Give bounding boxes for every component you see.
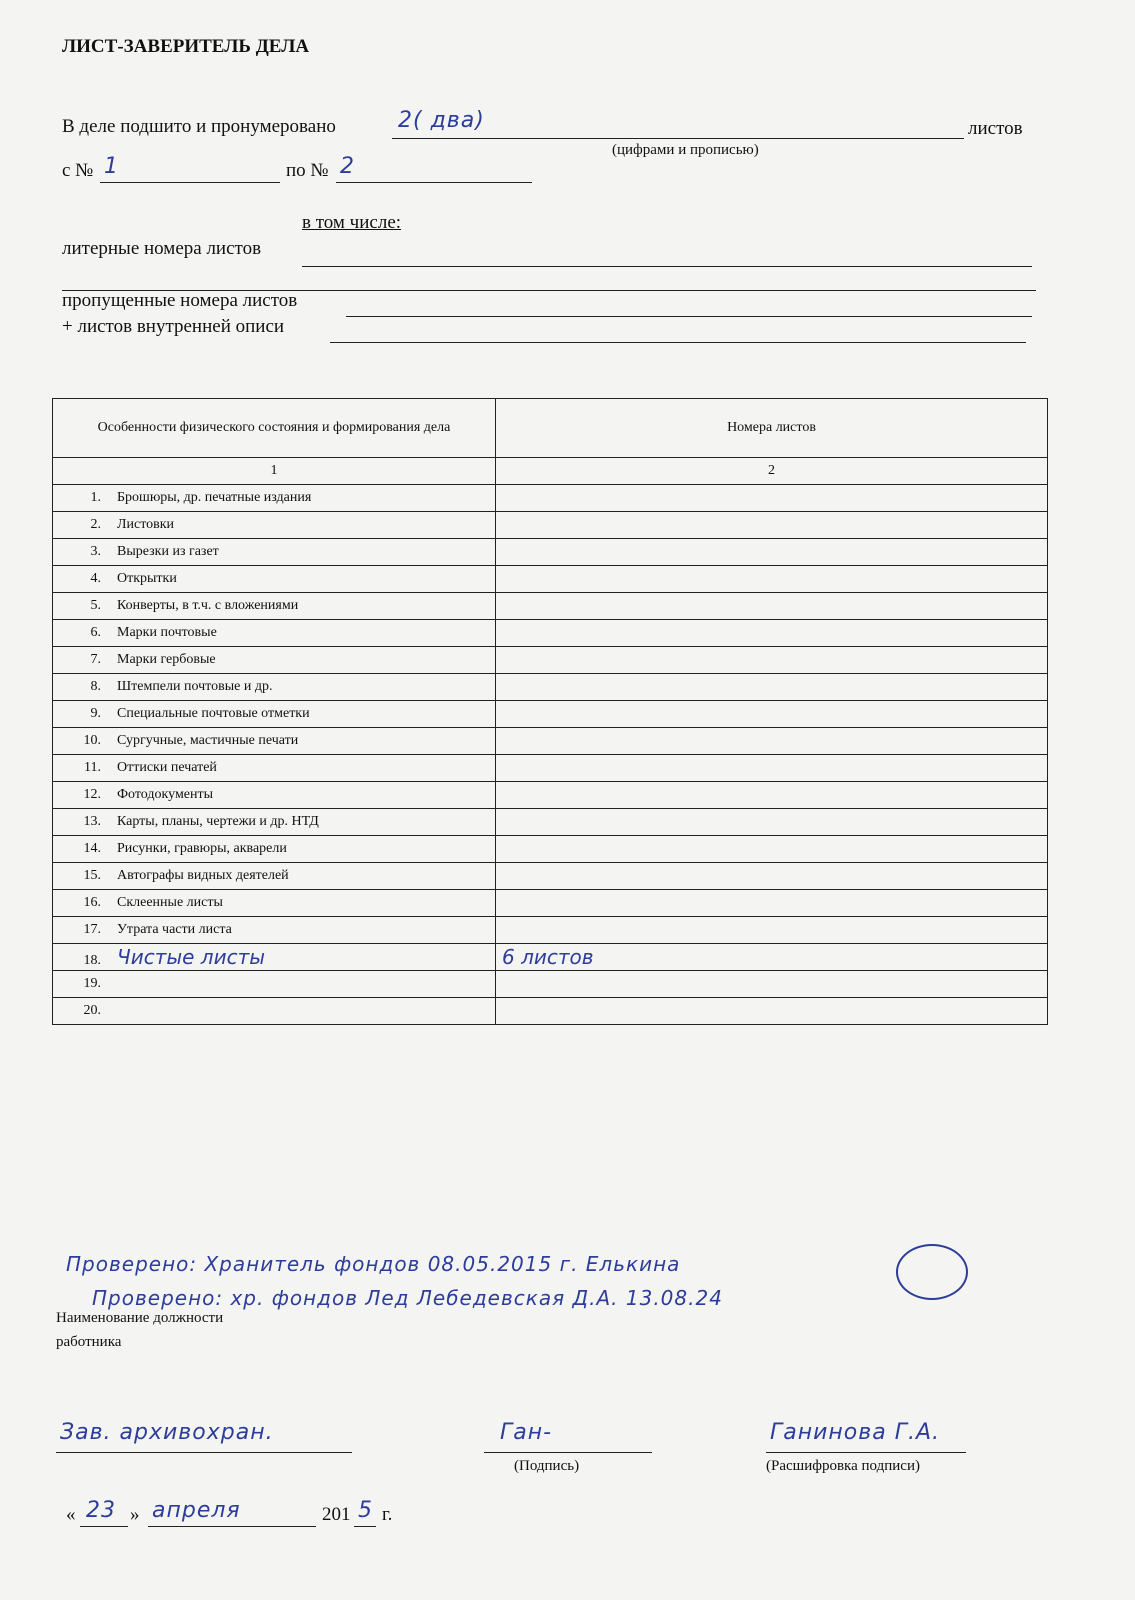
table-row-number: 5. [90,598,101,613]
table-row-value-cell [496,755,1048,782]
table-row [53,647,1048,674]
table-row [53,971,1048,998]
table-row-value-cell [496,647,1048,674]
table-row-label-cell [53,701,496,728]
table-row [53,890,1048,917]
decode-handwritten: Ганинова Г.А. [770,1420,940,1445]
date-open-quote: « [66,1504,76,1525]
table-row-value-cell [496,971,1048,998]
verification-line-2: Проверено: хр. фондов Лед Лебедевская Д.А. 13.08.24 [92,1286,723,1310]
digits-words-caption: (цифрами и прописью) [612,142,759,158]
signature-caption: (Подпись) [514,1458,580,1474]
table-row-label: Вырезки из газет [117,544,219,559]
table-row-label: Склеенные листы [117,895,223,910]
date-month-underline [148,1526,316,1527]
table-row-label-cell [53,620,496,647]
table-row-number: 9. [90,706,101,721]
table-row-label: Автографы видных деятелей [117,868,289,883]
table-row-label: Марки гербовые [117,652,216,667]
table-colnum-1: 1 [53,458,496,485]
table-row [53,863,1048,890]
table-row-value-cell [496,512,1048,539]
table-row-label-cell [53,647,496,674]
table-row-label-cell [53,755,496,782]
table-row-value-cell [496,998,1048,1025]
table-header-row [53,399,1048,458]
table-body [53,485,1048,1025]
table-row-label-cell [53,917,496,944]
table-row-value-cell [496,701,1048,728]
table-row-label-cell [53,890,496,917]
table-row-label-cell [53,836,496,863]
table-row-label-cell [53,863,496,890]
table-row-value-cell [496,809,1048,836]
table-row-label-cell [53,539,496,566]
table-row-label: Карты, планы, чертежи и др. НТД [117,814,319,829]
date-year-prefix: 201 [322,1504,351,1525]
physical-state-table [52,398,1048,1025]
table-row-number: 13. [83,814,101,829]
table-row-label: Брошюры, др. печатные издания [117,490,312,505]
table-row-value-cell [496,485,1048,512]
table-row-label: Марки почтовые [117,625,217,640]
table-row-label: Листовки [117,517,175,532]
inner-inventory-label: + листов внутренней описи [62,316,285,337]
table-row-number: 19. [83,976,101,991]
table-row-value-cell [496,620,1048,647]
table-row-label-cell [53,674,496,701]
verification-line-1: Проверено: Хранитель фондов 08.05.2015 г. Елькина [66,1252,681,1276]
verification-signature-mark [896,1244,968,1300]
table-row [53,944,1048,971]
position-value-handwritten: Зав. архивохран. [60,1420,274,1445]
table-row [53,998,1048,1025]
table-row-label: Чистые листы [117,945,266,969]
to-number-underline [336,182,532,183]
table-row-label: Открытки [117,571,177,586]
table-row-number: 12. [83,787,101,802]
table-row-number: 10. [83,733,101,748]
missed-label: пропущенные номера листов [62,290,298,311]
table-row-number: 2. [90,517,101,532]
table-row [53,809,1048,836]
table-row-label-cell [53,782,496,809]
table-header-col2: Номера листов [496,399,1048,458]
table-row-number: 16. [83,895,101,910]
table-row-label: Сургучные, мастичные печати [117,733,299,748]
table-row-number: 1. [90,490,101,505]
table-row [53,782,1048,809]
table-row-label-cell [53,593,496,620]
table-row [53,512,1048,539]
table-row-label-cell [53,809,496,836]
position-underline [56,1452,352,1453]
table-row [53,755,1048,782]
from-number-underline [100,182,280,183]
table-row [53,620,1048,647]
table-row-value-cell [496,728,1048,755]
table-row-number: 6. [90,625,101,640]
missed-underline [346,316,1032,317]
date-year-underline [354,1526,376,1527]
table-row-label: Специальные почтовые отметки [117,706,310,721]
table-row-label-cell [53,998,496,1025]
signature-underline [484,1452,652,1453]
date-year-digit-handwritten: 5 [358,1498,373,1523]
document-title: ЛИСТ-ЗАВЕРИТЕЛЬ ДЕЛА [62,36,310,57]
table-row-value-cell [496,782,1048,809]
table-row-number: 11. [84,760,101,775]
table-row-number: 3. [90,544,101,559]
table-row-label: Фотодокументы [117,787,214,802]
table-row-label-cell [53,944,496,971]
table-row-label-cell [53,485,496,512]
signature-handwritten: Ган- [500,1420,553,1445]
to-number-handwritten: 2 [340,154,355,179]
table-row-label-cell [53,566,496,593]
table-row [53,539,1048,566]
position-label-1: Наименование должности [56,1310,224,1326]
including-heading: в том числе: [302,212,402,233]
decode-caption: (Расшифровка подписи) [766,1458,920,1474]
from-number-label: с № [62,160,94,181]
date-close-quote: » [130,1504,140,1525]
table-row-label: Штемпели почтовые и др. [117,679,273,694]
table-row-number: 20. [83,1003,101,1018]
inner-inventory-underline [330,342,1026,343]
table-row [53,674,1048,701]
table-row-value-cell [496,836,1048,863]
table-colnum-2: 2 [496,458,1048,485]
table-row-label: Конверты, в т.ч. с вложениями [117,598,299,613]
date-day-handwritten: 23 [86,1498,116,1523]
table-row-label-cell [53,728,496,755]
table-row-number: 14. [83,841,101,856]
sheets-suffix: листов [968,118,1023,139]
litera-underline [302,266,1032,267]
sheets-count-handwritten: 2( два) [398,108,485,133]
date-month-handwritten: апреля [152,1498,241,1523]
table-header-col1: Особенности физического состояния и формирования дела [53,399,496,458]
table-row [53,728,1048,755]
table-row [53,917,1048,944]
sheets-count-underline [392,138,964,139]
table-row-value: 6 листов [502,945,594,969]
table-row-value-cell [496,593,1048,620]
to-number-label: по № [286,160,329,181]
table-row [53,836,1048,863]
table-row-label-cell [53,971,496,998]
sheets-count-label: В деле подшито и пронумеровано [62,116,336,137]
table-row-number: 18. [83,953,101,968]
table-row-number: 7. [90,652,101,667]
table-row [53,485,1048,512]
table-row-value-cell [496,674,1048,701]
table-row-value-cell [496,566,1048,593]
table-row-number: 4. [90,571,101,586]
date-suffix: г. [382,1504,393,1525]
position-label-2: работника [56,1334,122,1350]
table-row-number: 8. [90,679,101,694]
date-day-underline [80,1526,128,1527]
table-row-label: Утрата части листа [117,922,232,937]
table-row [53,701,1048,728]
table-row-value-cell [496,890,1048,917]
from-number-handwritten: 1 [104,154,119,179]
table-row-value-cell [496,539,1048,566]
table-row-number: 15. [83,868,101,883]
table-row-label: Оттиски печатей [117,760,217,775]
decode-underline [766,1452,966,1453]
table-colnum-row [53,458,1048,485]
table-row-label: Рисунки, гравюры, акварели [117,841,287,856]
table-row-value-cell [496,863,1048,890]
table-row-value-cell [496,944,1048,971]
table-row-value-cell [496,917,1048,944]
table-row-number: 17. [83,922,101,937]
table-row [53,566,1048,593]
table-row-label-cell [53,512,496,539]
litera-label: литерные номера листов [62,238,262,259]
table-row [53,593,1048,620]
